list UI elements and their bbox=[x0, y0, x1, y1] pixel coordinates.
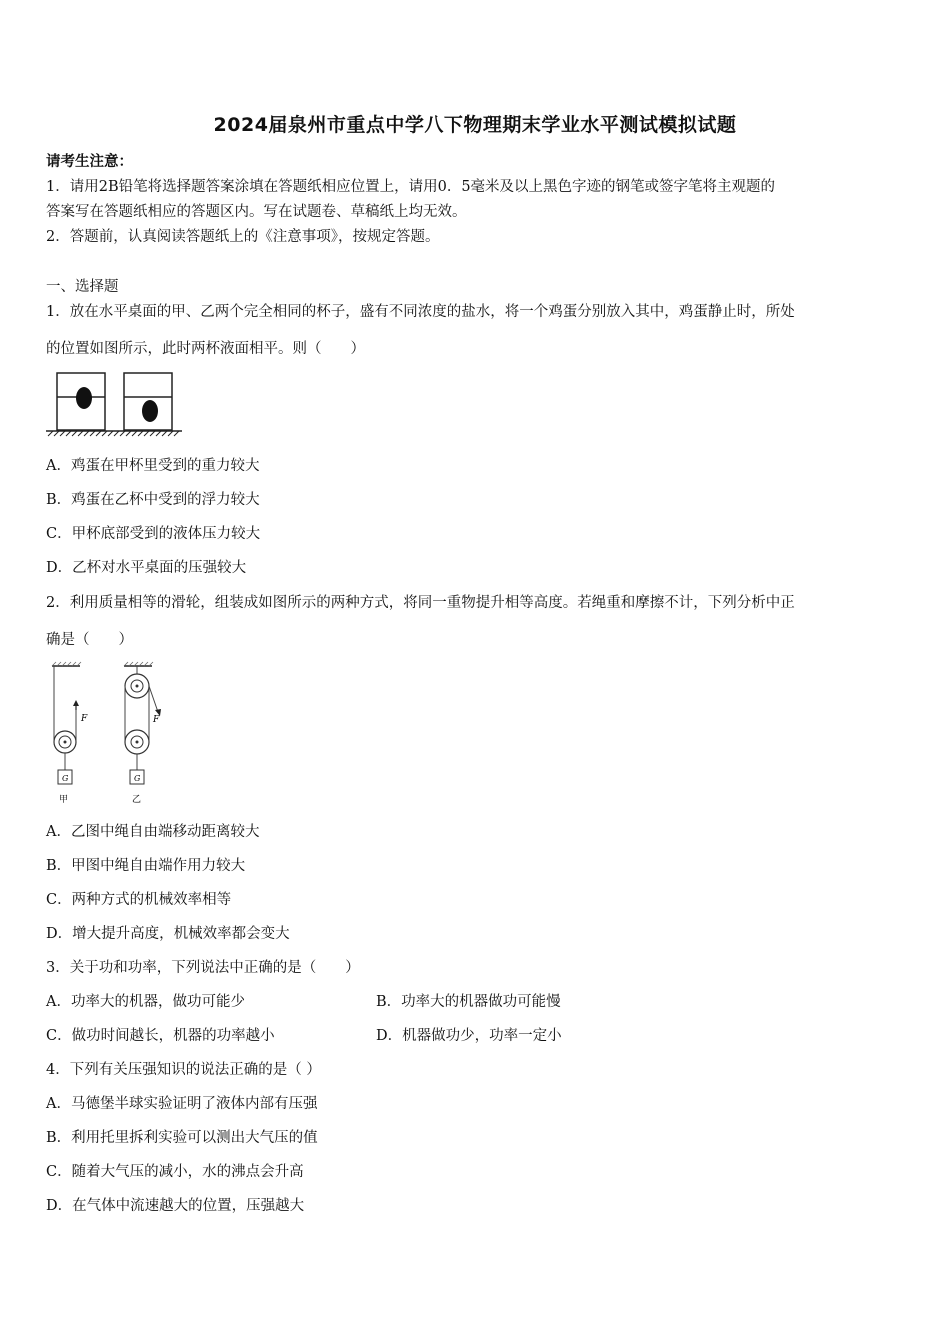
q4-option-d: D．在气体中流速越大的位置，压强越大 bbox=[46, 1198, 305, 1214]
egg-icon bbox=[76, 387, 92, 409]
q4-option-a: A．马德堡半球实验证明了液体内部有压强 bbox=[46, 1096, 318, 1112]
q2-option-d: D．增大提升高度，机械效率都会变大 bbox=[46, 926, 290, 942]
q2-force-label-left: F bbox=[81, 714, 88, 724]
q1-option-b: B．鸡蛋在乙杯中受到的浮力较大 bbox=[46, 492, 260, 508]
q2-option-b: B．甲图中绳自由端作用力较大 bbox=[46, 858, 246, 874]
q2-caption-right: 乙 bbox=[132, 795, 142, 805]
q4-option-b: B．利用托里拆利实验可以测出大气压的值 bbox=[46, 1130, 318, 1146]
q3-option-c: C．做功时间越长，机器的功率越小 bbox=[46, 1028, 275, 1044]
q2-caption-left: 甲 bbox=[59, 795, 69, 805]
page-title: 2024届泉州市重点中学八下物理期末学业水平测试模拟试题 bbox=[213, 114, 737, 136]
egg-icon bbox=[142, 400, 158, 422]
q1-option-d: D．乙杯对水平桌面的压强较大 bbox=[46, 560, 247, 576]
q3-stem: 3．关于功和功率，下列说法中正确的是（ ） bbox=[46, 960, 360, 976]
notice-item-2: 2．答题前，认真阅读答题纸上的《注意事项》，按规定答题。 bbox=[46, 229, 440, 245]
q1-stem-line-1: 1．放在水平桌面的甲、乙两个完全相同的杯子，盛有不同浓度的盐水，将一个鸡蛋分别放入其中，鸡蛋静止时，所处 bbox=[46, 304, 795, 320]
q1-stem-line-2: 的位置如图所示，此时两杯液面相平。则（ ） bbox=[46, 341, 365, 357]
q3-option-a: A．功率大的机器，做功可能少 bbox=[46, 994, 245, 1010]
notice-item-1-line-1: 1．请用2B铅笔将选择题答案涂填在答题纸相应位置上，请用0．5毫米及以上黑色字迹的钢笔或签字笔将主观题的 bbox=[46, 179, 776, 195]
q4-stem: 4．下列有关压强知识的说法正确的是（ ） bbox=[46, 1062, 321, 1078]
q1-option-c: C．甲杯底部受到的液体压力较大 bbox=[46, 526, 261, 542]
q2-stem-line-2: 确是（ ） bbox=[46, 632, 133, 648]
q2-weight-label-left: G bbox=[62, 774, 69, 783]
q2-force-label-right: F bbox=[153, 715, 160, 725]
notice-item-1-line-2: 答案写在答题纸相应的答题区内。写在试题卷、草稿纸上均无效。 bbox=[46, 204, 467, 220]
q3-option-d: D．机器做功少，功率一定小 bbox=[376, 1028, 562, 1044]
q2-pulley-figure bbox=[40, 660, 180, 808]
q2-option-c: C．两种方式的机械效率相等 bbox=[46, 892, 232, 908]
q1-cups-figure bbox=[44, 370, 184, 440]
q2-stem-line-1: 2．利用质量相等的滑轮，组装成如图所示的两种方式，将同一重物提升相等高度。若绳重和摩擦不计，下列分析中正 bbox=[46, 595, 795, 611]
q3-option-b: B．功率大的机器做功可能慢 bbox=[376, 994, 561, 1010]
notice-heading: 请考生注意： bbox=[46, 153, 133, 170]
q4-option-c: C．随着大气压的减小，水的沸点会升高 bbox=[46, 1164, 304, 1180]
q2-option-a: A．乙图中绳自由端移动距离较大 bbox=[46, 824, 260, 840]
q1-option-a: A．鸡蛋在甲杯里受到的重力较大 bbox=[46, 458, 260, 474]
q2-weight-label-right: G bbox=[134, 774, 141, 783]
section-heading: 一、选择题 bbox=[46, 279, 119, 295]
